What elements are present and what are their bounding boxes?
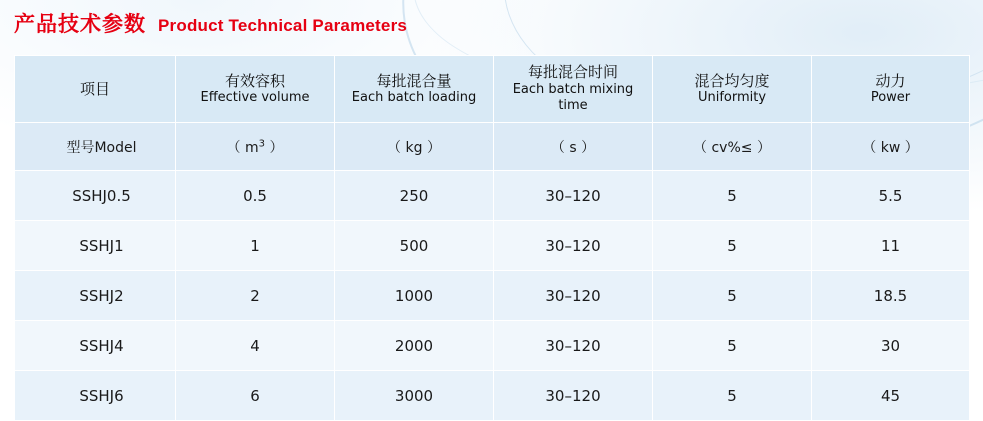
cell-time: 30–120 — [494, 371, 653, 421]
cell-loading: 250 — [335, 171, 494, 221]
cell-model: SSHJ6 — [15, 371, 176, 421]
unit-volume-sup: 3 — [258, 137, 265, 149]
unit-cell-volume — [176, 123, 335, 171]
header-cell-uniformity-en: Uniformity — [697, 90, 767, 106]
cell-uniformity: 5 — [653, 371, 812, 421]
cell-uniformity: 5 — [653, 321, 812, 371]
cell-volume: 6 — [176, 371, 335, 421]
header-cell-item — [15, 56, 176, 123]
header-cell-time — [494, 56, 653, 123]
header-cell-time-cn: 每批混合时间 — [527, 63, 618, 82]
cell-loading: 1000 — [335, 271, 494, 321]
unit-cell-time: （ s ） — [494, 123, 653, 171]
table-unit-row — [15, 123, 970, 171]
header-cell-volume-en: Effective volume — [200, 90, 310, 106]
cell-uniformity: 5 — [653, 271, 812, 321]
cell-loading: 500 — [335, 221, 494, 271]
unit-cell-power: （ kw ） — [812, 123, 970, 171]
header-cell-uniformity-cn: 混合均匀度 — [694, 71, 770, 90]
unit-volume-base: （ m — [226, 139, 259, 156]
header-cell-uniformity — [653, 56, 812, 123]
cell-volume: 2 — [176, 271, 335, 321]
table-header-row — [15, 56, 970, 123]
header-cell-loading-cn: 每批混合量 — [376, 71, 452, 90]
table-row — [15, 221, 970, 271]
table-row — [15, 371, 970, 421]
page-title-en: Product Technical Parameters — [158, 16, 408, 35]
cell-time: 30–120 — [494, 321, 653, 371]
page-title — [14, 8, 407, 38]
header-cell-loading-en: Each batch loading — [351, 90, 477, 106]
table-row — [15, 271, 970, 321]
table-row — [15, 171, 970, 221]
cell-model: SSHJ1 — [15, 221, 176, 271]
cell-power: 30 — [812, 321, 970, 371]
header-cell-volume-cn: 有效容积 — [224, 71, 285, 90]
header-cell-power-cn: 动力 — [875, 71, 906, 90]
unit-volume-tail: ） — [265, 139, 284, 156]
header-cell-time-en: Each batch mixing time — [512, 82, 634, 114]
cell-loading: 2000 — [335, 321, 494, 371]
cell-power: 45 — [812, 371, 970, 421]
unit-cell-uniformity: （ cv%≤ ） — [653, 123, 812, 171]
cell-model: SSHJ0.5 — [15, 171, 176, 221]
page-title-cn: 产品技术参数 — [14, 12, 146, 36]
cell-power: 11 — [812, 221, 970, 271]
cell-uniformity: 5 — [653, 221, 812, 271]
cell-model: SSHJ2 — [15, 271, 176, 321]
header-cell-loading — [335, 56, 494, 123]
header-cell-power — [812, 56, 970, 123]
table-row — [15, 321, 970, 371]
header-cell-volume — [176, 56, 335, 123]
unit-cell-model: 型号Model — [15, 123, 176, 171]
cell-power: 5.5 — [812, 171, 970, 221]
cell-volume: 4 — [176, 321, 335, 371]
cell-loading: 3000 — [335, 371, 494, 421]
header-cell-power-en: Power — [870, 90, 911, 106]
cell-model: SSHJ4 — [15, 321, 176, 371]
cell-time: 30–120 — [494, 171, 653, 221]
cell-time: 30–120 — [494, 271, 653, 321]
header-cell-item-cn: 项目 — [79, 79, 110, 98]
cell-time: 30–120 — [494, 221, 653, 271]
unit-cell-loading: （ kg ） — [335, 123, 494, 171]
cell-volume: 0.5 — [176, 171, 335, 221]
cell-uniformity: 5 — [653, 171, 812, 221]
spec-table — [14, 55, 970, 421]
cell-power: 18.5 — [812, 271, 970, 321]
cell-volume: 1 — [176, 221, 335, 271]
